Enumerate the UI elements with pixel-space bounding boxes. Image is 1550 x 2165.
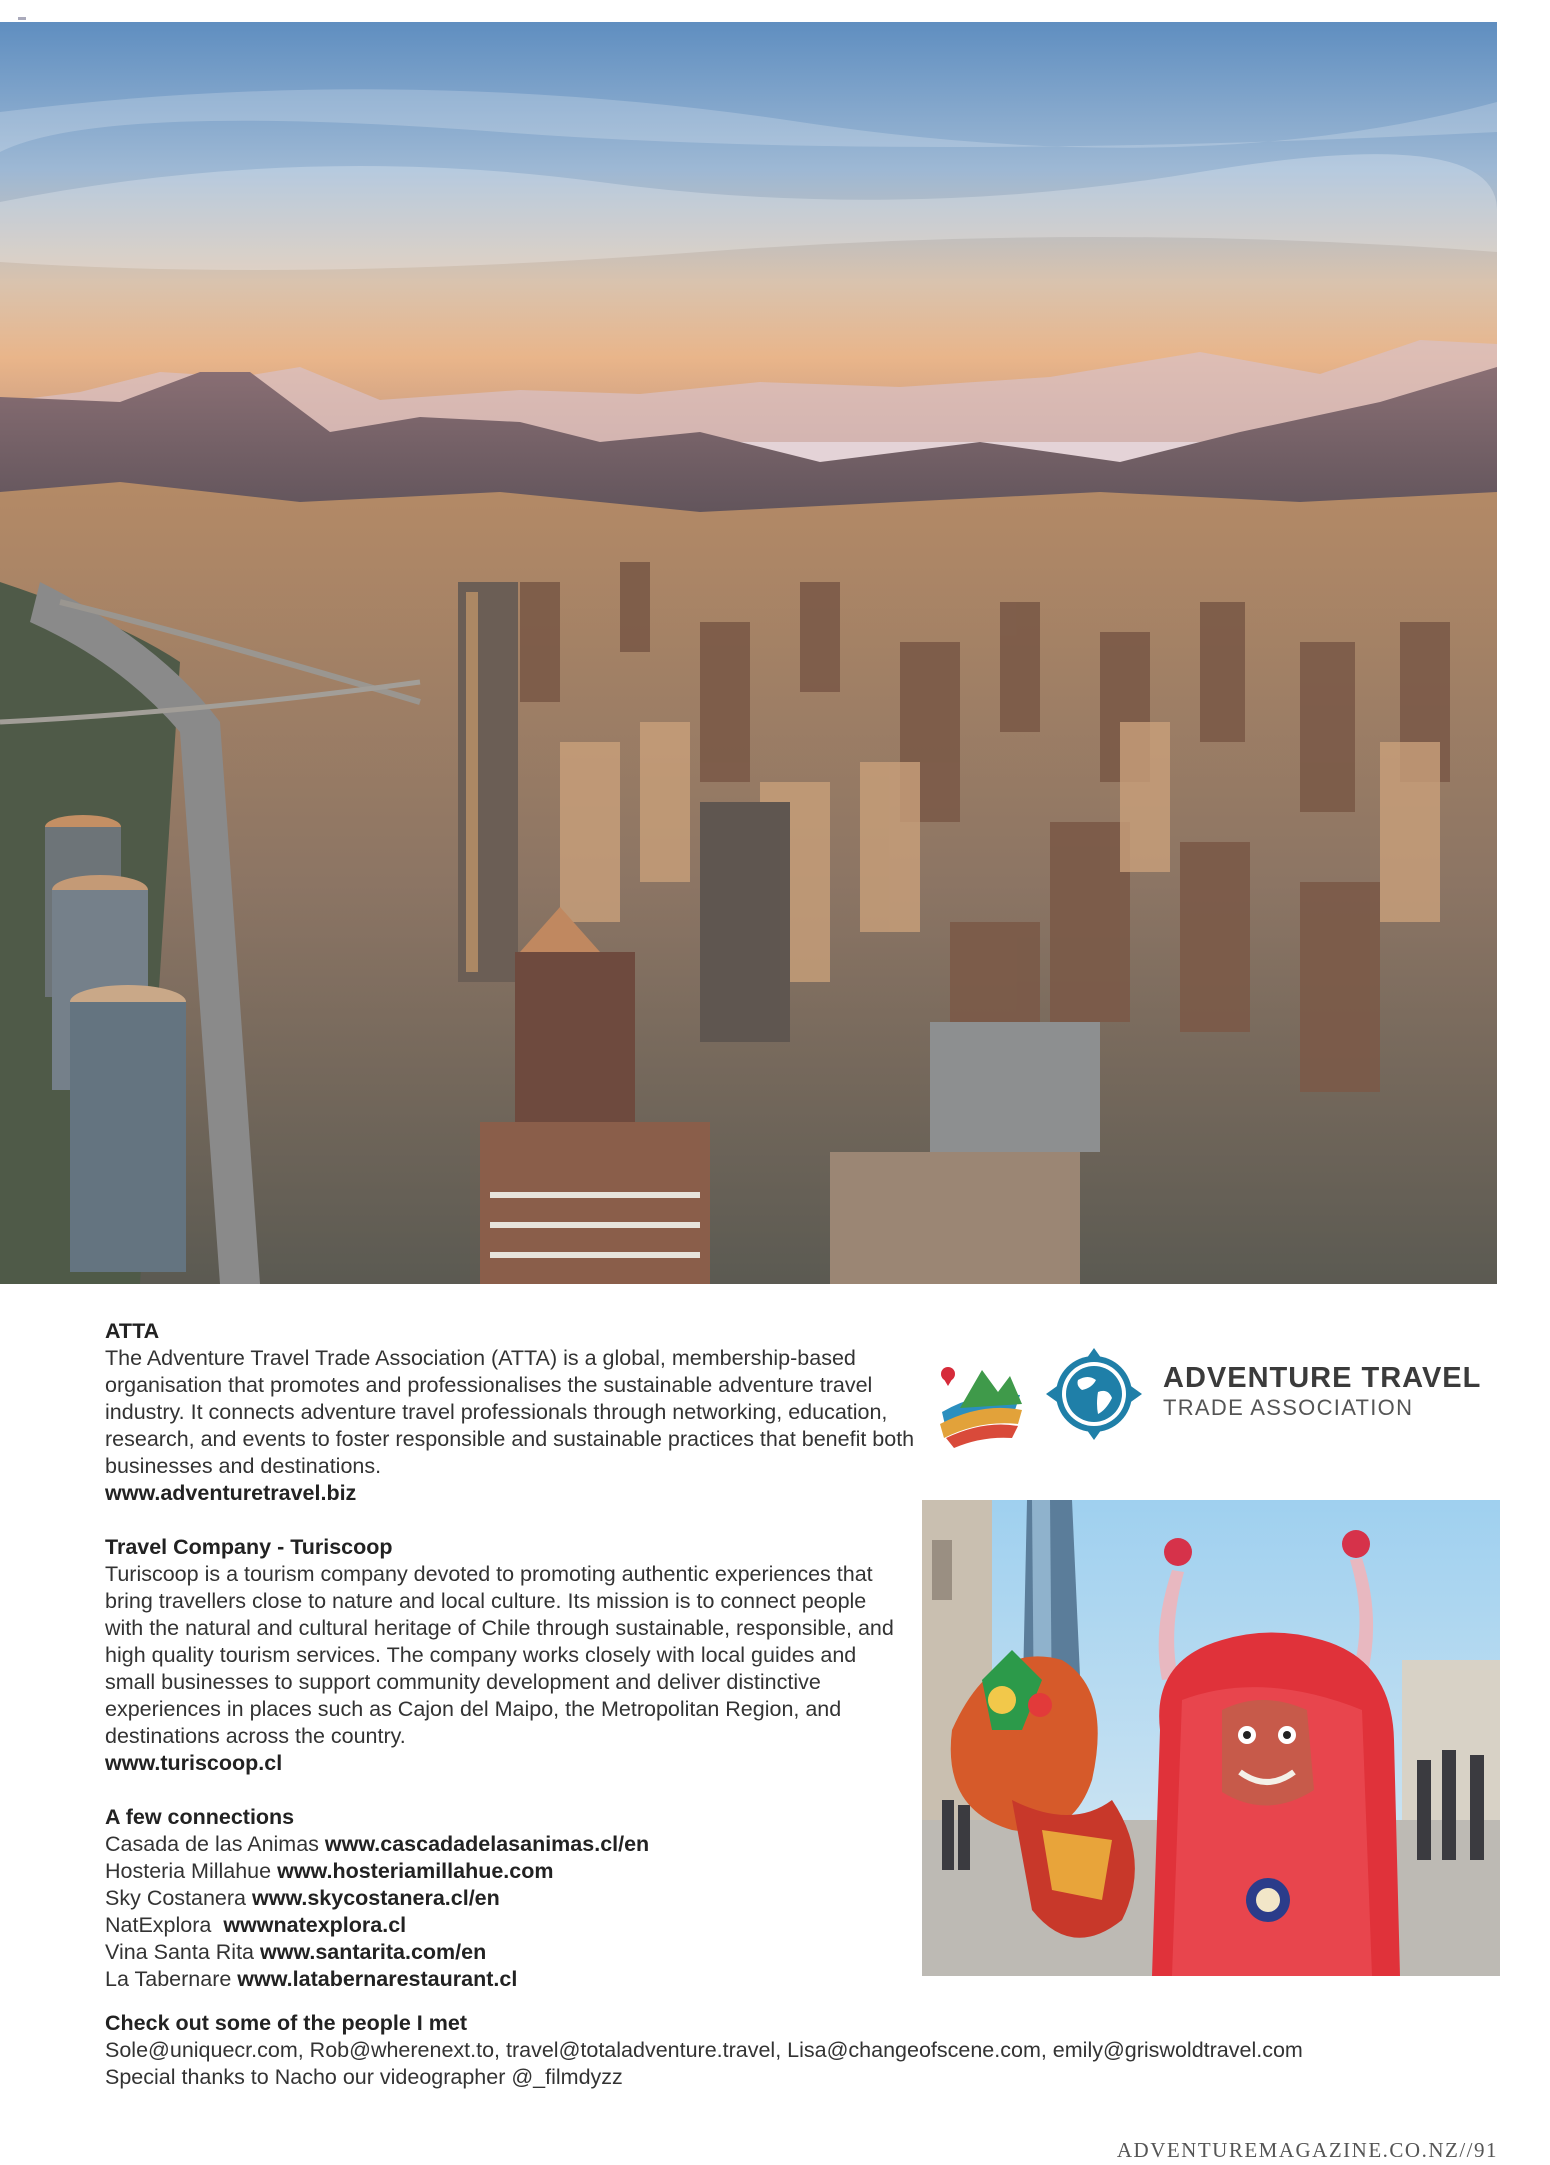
connection-name: Hosteria Millahue — [105, 1859, 272, 1883]
text-column — [105, 1318, 915, 2020]
connection-name: Sky Costanera — [105, 1886, 247, 1910]
list-item — [105, 1966, 915, 1993]
connection-url-link[interactable]: www.santarita.com/en — [260, 1940, 487, 1964]
connections-section — [105, 1804, 915, 1993]
connection-name: La Tabernare — [105, 1967, 232, 1991]
connection-url-link[interactable]: www.cascadadelasanimas.cl/en — [324, 1832, 650, 1856]
list-item — [105, 1831, 915, 1858]
page-footer — [1117, 2138, 1498, 2163]
city-skyline-illustration — [0, 22, 1497, 1284]
connection-url-link[interactable]: www.hosteriamillahue.com — [277, 1859, 554, 1883]
turiscoop-url-link[interactable]: www.turiscoop.cl — [105, 1751, 283, 1775]
festival-costume-photo — [922, 1500, 1500, 1976]
connection-name: Vina Santa Rita — [105, 1940, 255, 1964]
people-heading: Check out some of the people I met — [105, 2011, 467, 2035]
atta-wordmark — [1163, 1362, 1481, 1422]
chile-travel-logo-icon — [940, 1367, 1022, 1448]
atta-logo-line2: TRADE ASSOCIATION — [1163, 1395, 1414, 1420]
list-item — [105, 1912, 915, 1939]
people-section — [105, 2010, 1505, 2091]
turiscoop-heading: Travel Company - Turiscoop — [105, 1535, 393, 1559]
people-thanks: Special thanks to Nacho our videographer @_filmdyzz — [105, 2065, 623, 2089]
atta-body: The Adventure Travel Trade Association (ATTA) is a global, membership-based organisation that promotes and professionalises the sustainable adventure travel industry. It connects adventure travel professionals through networking, education, research, and events to foster responsible and sustainable practices that benefit both businesses and destinations. — [105, 1346, 915, 1478]
people-contacts[interactable]: Sole@uniquecr.com, Rob@wherenext.to, travel@totaladventure.travel, Lisa@changeofscene.com, emily@griswoldtravel.com — [105, 2038, 1303, 2062]
connections-heading: A few connections — [105, 1805, 295, 1829]
atta-logo-line1: ADVENTURE TRAVEL — [1163, 1362, 1482, 1394]
atta-url-link[interactable]: www.adventuretravel.biz — [105, 1481, 357, 1505]
list-item — [105, 1939, 915, 1966]
corner-mark — [18, 17, 26, 20]
dancer-costume-illustration — [922, 1500, 1500, 1976]
atta-globe-logo-icon — [1046, 1348, 1142, 1440]
list-item — [105, 1858, 915, 1885]
connection-name: Casada de las Animas — [105, 1832, 319, 1856]
connection-url-link[interactable]: wwwnatexplora.cl — [223, 1913, 407, 1937]
list-item — [105, 1885, 915, 1912]
connection-url-link[interactable]: www.skycostanera.cl/en — [252, 1886, 500, 1910]
connection-url-link[interactable]: www.latabernarestaurant.cl — [237, 1967, 518, 1991]
page-number: //91 — [1459, 2138, 1498, 2162]
footer-site-link[interactable]: ADVENTUREMAGAZINE.CO.NZ — [1116, 2138, 1460, 2162]
turiscoop-section — [105, 1534, 915, 1777]
atta-heading: ATTA — [105, 1319, 160, 1343]
hero-photo-santiago — [0, 22, 1497, 1284]
connection-name: NatExplora — [105, 1913, 218, 1937]
atta-section — [105, 1318, 915, 1507]
turiscoop-body: Turiscoop is a tourism company devoted to promoting authentic experiences that bring travellers close to nature and local culture. Its mission is to connect people with the natural and cultural heritage of Chile through sustainable, responsible, and high quality tourism services. The company works closely with local guides and small businesses to support community development and deliver distinctive experiences in places such as Cajon del Maipo, the Metropolitan Region, and destinations across the country. — [105, 1562, 894, 1748]
